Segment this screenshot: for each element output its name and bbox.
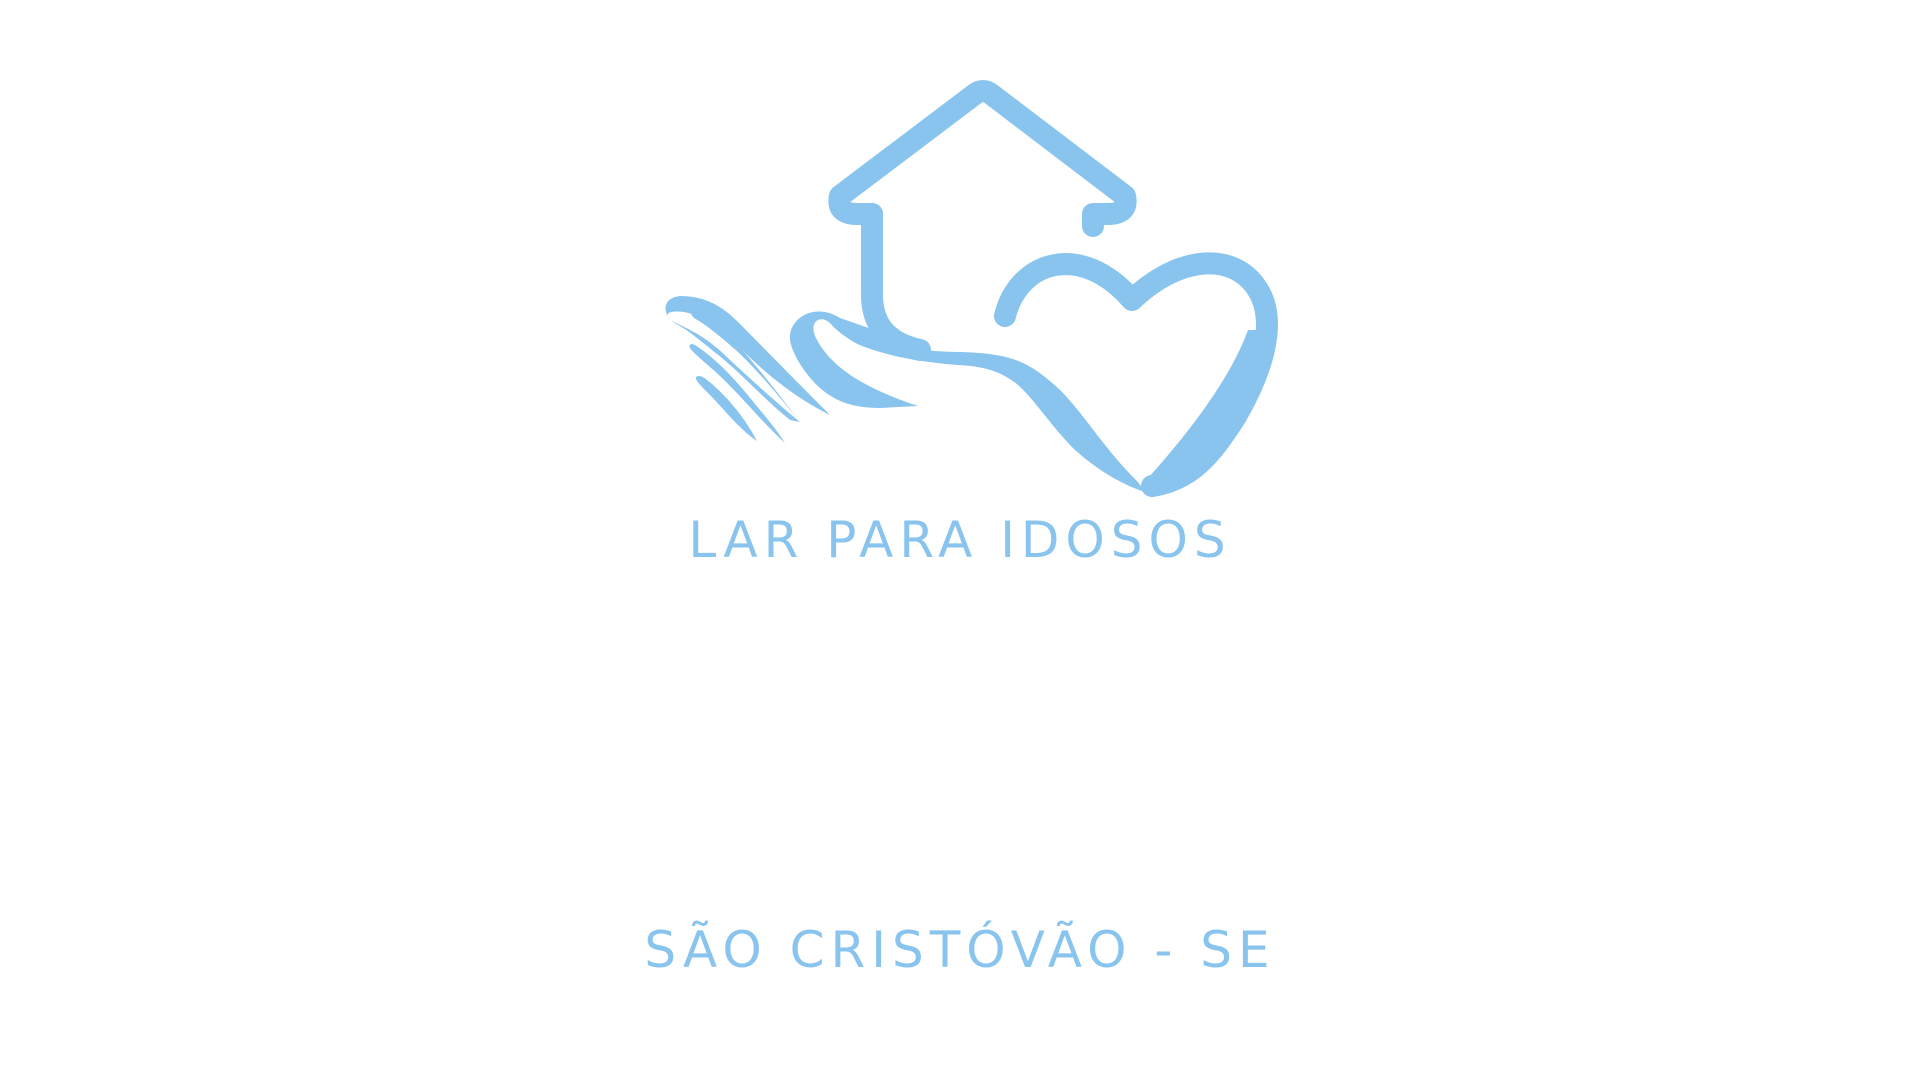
brand-title: LAR PARA IDOSOS [688, 511, 1232, 569]
brand-location: SÃO CRISTÓVÃO - SE [644, 921, 1276, 979]
hand-icon [665, 296, 1145, 492]
house-icon [839, 91, 1125, 350]
heart-icon [1005, 263, 1268, 487]
